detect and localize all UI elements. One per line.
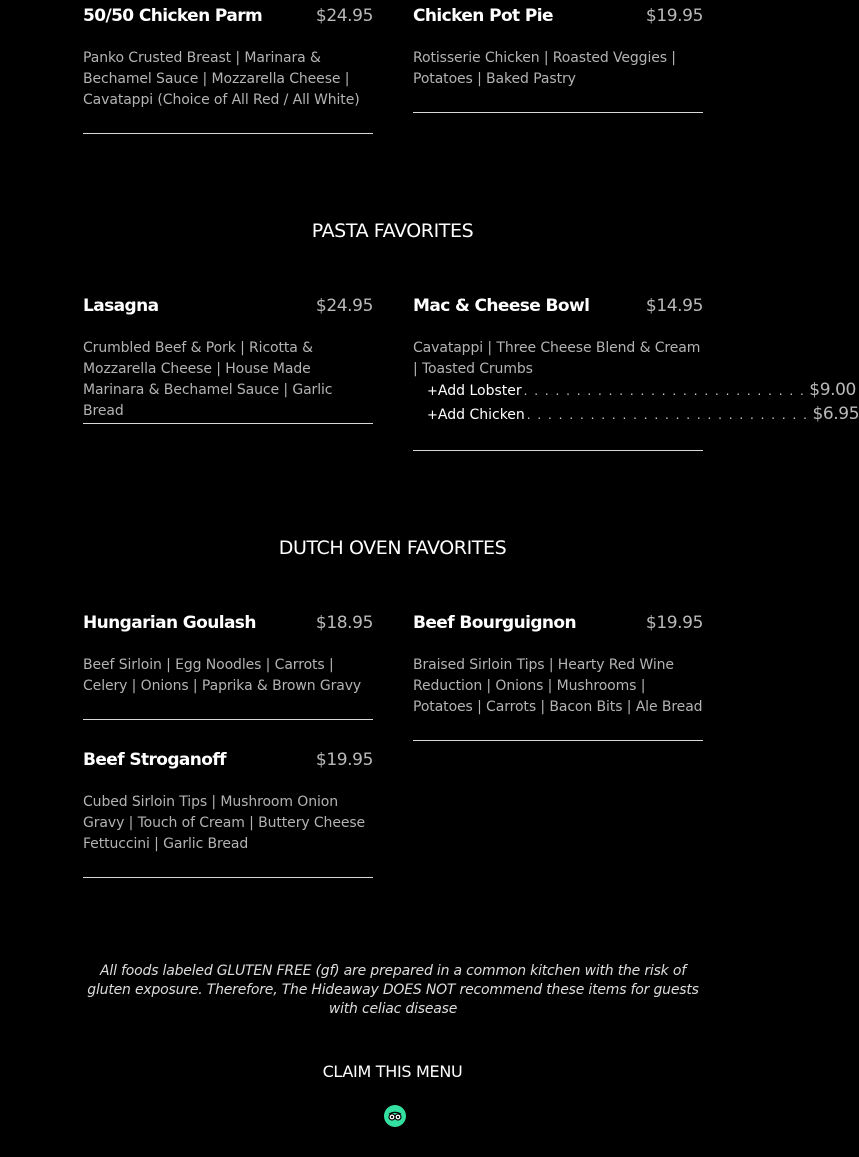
addon-chicken — [413, 404, 859, 428]
item-description: Cubed Sirloin Tips | Mushroom Onion Gravy | Touch of Cream | Buttery Cheese Fettuccini | Garlic Bread — [83, 794, 366, 852]
item-price: $19.95 — [645, 6, 703, 26]
owl-glyph — [387, 1108, 403, 1124]
menu-item-lasagna — [83, 296, 373, 422]
item-price: $18.95 — [315, 613, 373, 633]
item-description: Panko Crusted Breast | Marinara & Bechamel Sauce | Mozzarella Cheese | Cavatappi (Choice of All Red / All White) — [83, 50, 360, 108]
item-price: $24.95 — [315, 6, 373, 26]
divider — [413, 112, 703, 113]
addon-label: Add Lobster — [437, 383, 522, 399]
addon-plus: + — [427, 408, 438, 423]
addon-plus: + — [427, 384, 438, 399]
section-title-pasta: PASTA FAVORITES — [311, 220, 474, 242]
divider — [83, 877, 373, 878]
item-description: Braised Sirloin Tips | Hearty Red Wine Reduction | Onions | Mushrooms | Potatoes | Carrots | Bacon Bits | Ale Bread — [413, 657, 703, 715]
addon-label: Add Chicken — [437, 407, 525, 423]
menu-item-chicken-parm — [83, 6, 373, 111]
divider — [83, 719, 373, 720]
item-name: Chicken Pot Pie — [413, 6, 553, 26]
tripadvisor-owl-icon[interactable] — [384, 1105, 406, 1127]
addon-list — [413, 380, 859, 428]
menu-item-goulash — [83, 613, 373, 697]
item-description: Beef Sirloin | Egg Noodles | Carrots | Celery | Onions | Paprika & Brown Gravy — [83, 657, 362, 694]
gluten-notice: All foods labeled GLUTEN FREE (gf) are prepared in a common kitchen with the risk of gluten exposure. Therefore, The Hideaway DOES NOT recommend these items for guests with celiac disease — [87, 963, 699, 1017]
item-name: Hungarian Goulash — [83, 613, 256, 633]
item-name: 50/50 Chicken Parm — [83, 6, 263, 26]
addon-price: $6.95 — [812, 404, 859, 424]
menu-item-stroganoff — [83, 750, 373, 855]
item-name: Beef Stroganoff — [83, 750, 226, 770]
addon-lobster — [413, 380, 856, 404]
claim-menu-link[interactable]: CLAIM THIS MENU — [322, 1062, 463, 1081]
menu-item-bourguignon — [413, 613, 703, 718]
divider — [83, 133, 373, 134]
item-price: $19.95 — [645, 613, 703, 633]
item-price: $24.95 — [315, 296, 373, 316]
item-name: Beef Bourguignon — [413, 613, 577, 633]
item-name: Mac & Cheese Bowl — [413, 296, 590, 316]
divider — [413, 450, 703, 451]
addon-price: $9.00 — [809, 380, 856, 400]
menu-item-chicken-pot-pie — [413, 6, 703, 90]
item-description: Cavatappi | Three Cheese Blend & Cream | Toasted Crumbs — [413, 340, 701, 377]
item-price: $19.95 — [315, 750, 373, 770]
leader-dots: . . . . . . . . . . . . . . . . . . . . . . . . . . . — [523, 384, 806, 398]
menu-item-mac-cheese — [413, 296, 859, 428]
item-price: $14.95 — [645, 296, 703, 316]
divider — [413, 740, 703, 741]
leader-dots: . . . . . . . . . . . . . . . . . . . . . . . . . . . — [526, 408, 809, 422]
item-name: Lasagna — [83, 296, 159, 316]
divider — [83, 423, 373, 424]
item-description: Crumbled Beef & Pork | Ricotta & Mozzarella Cheese | House Made Marinara & Bechamel Sauce | Garlic Bread — [83, 340, 333, 419]
section-title-dutch-oven: DUTCH OVEN FAVORITES — [278, 537, 507, 559]
item-description: Rotisserie Chicken | Roasted Veggies | Potatoes | Baked Pastry — [413, 50, 676, 87]
